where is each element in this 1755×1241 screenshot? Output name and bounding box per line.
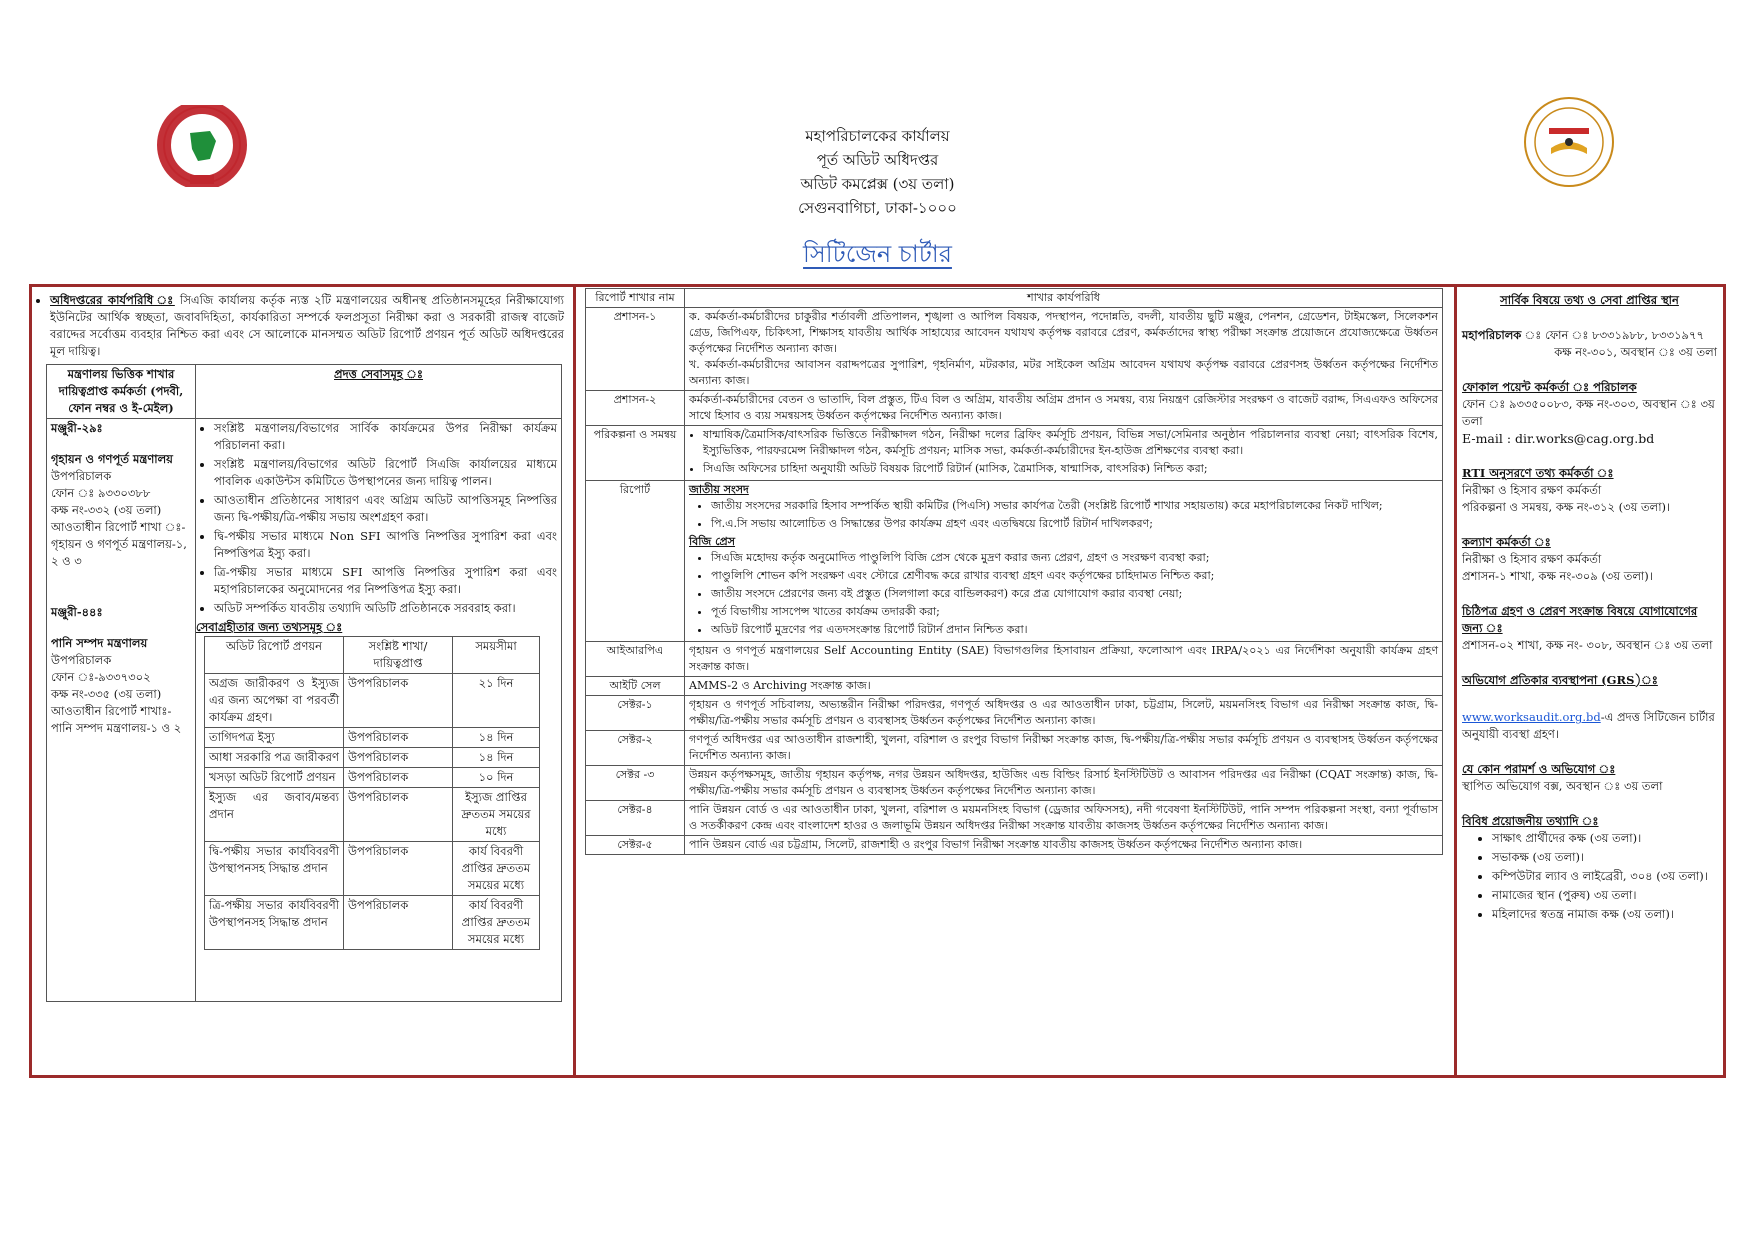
branch-scope: পানি উন্নয়ন বোর্ড ও এর আওতাধীন ঢাকা, খুলনা, বরিশাল ও ময়মনসিংহ বিভাগ (ড্রেজার অফিসসহ), নদী গবেষণা ইনস্টিটিউট, পানি সম্পদ পরিকল্পনা সংস্থা, বন্যা পূর্বাভাস ও সতর্কীকরণ কেন্দ্র এবং বাংলাদেশ হাওর ও জলাভূমি উন্নয়ন অধিদপ্তর নিরীক্ষা সংক্রান্ত যাবতীয় কাজসহ উর্ধ্বতন কর্তৃপক্ষের নির্দেশিত অন্যান্য কাজ। <box>685 801 1443 836</box>
timeline-officer: উপপরিচালক <box>344 768 453 788</box>
timeline-task: আধা সরকারি পত্র জারীকরণ <box>205 748 344 768</box>
service-item: • ত্রি-পক্ষীয় সভার মাধ্যমে SFI আপত্তি নিষ্পত্তির সুপারিশ করা এবং মহাপরিচালকের অনুমোদনের পর নিষ্পত্তিপত্র ইস্যু করা। <box>214 564 557 598</box>
timeline-officer: উপপরিচালক <box>344 748 453 768</box>
branch-scope: গৃহায়ন ও গণপূর্ত সচিবালয়, অভ্যন্তরীন নিরীক্ষা পরিদপ্তর, গণপূর্ত অধিদপ্তর ও এর আওতাধীন ঢাকা, চট্টগ্রাম, সিলেট, ময়মনসিংহ বিভাগ এর নিরীক্ষা সংক্রান্ত কাজ, দ্বি-পক্ষীয়/ত্রি-পক্ষীয় সভার কর্মসূচি প্রণয়ন ও ব্যবস্থাসহ উর্ধ্বতন কর্তৃপক্ষের নির্দেশিত অন্যান্য কাজ। <box>685 696 1443 731</box>
timeline-header: সংশ্লিষ্ট শাখা/দায়িত্বপ্রাপ্ত <box>344 637 453 674</box>
rti-officer <box>1462 465 1717 516</box>
branch-row <box>586 836 1443 855</box>
service-item: • দ্বি-পক্ষীয় সভার মাধ্যমে Non SFI আপত্তি নিষ্পত্তির সুপারিশ করা এবং নিষ্পত্তিপত্র ইস্যু করা। <box>214 528 557 562</box>
parliament-item: • জাতীয় সংসদের সরকারি হিসাব সম্পর্কিত স্থায়ী কমিটির (পিএসি) সভার কার্যপত্র তৈরী (সংশ্লিষ্ট রিপোর্ট শাখার সহায়তায়) করে মহাপরিচালকের নিকট দাখিল; <box>711 498 1438 514</box>
letters-contact <box>1462 603 1717 654</box>
ministry2-room: কক্ষ নং-৩৩৫ (৩য় তলা) <box>51 687 162 701</box>
rti-line2: পরিকল্পনা ও সমন্বয়, কক্ষ নং-৩১২ (৩য় তলা)। <box>1462 500 1671 514</box>
parliament-title: জাতীয় সংসদ <box>689 483 749 496</box>
service-item: • সংশ্লিষ্ট মন্ত্রণালয়/বিভাগের সার্বিক কার্যক্রমের উপর নিরীক্ষা কার্যক্রম পরিচালনা করা। <box>214 420 557 454</box>
cag-emblem-logo <box>1523 96 1615 188</box>
admin1-scope-a: ক. কর্মকর্তা-কর্মচারীদের চাকুরীর শর্তাবলী প্রতিপালন, শৃঙ্খলা ও আপিল বিষয়ক, পদস্থাপন, পদোন্নতি, বদলী, যাবতীয় ছুটি মঞ্জুর, পেনশন, গ্রেডেশন, টাইমস্কেল, সিলেকশন গ্রেড, জিপিএফ, চিকিৎসা, শিক্ষাসহ যাবতীয় আর্থিক সাহায্যের আবেদন যথাযথ কর্তৃপক্ষ বরাবরে প্রেরণ, কর্মকর্তাদের স্বাস্থ্য পরীক্ষা সংক্রান্ত প্রয়োজনে প্রযোজ্যক্ষেত্রে উর্ধ্বতন কর্তৃপক্ষের নির্দেশিত অন্যান্য কাজ। <box>689 310 1438 355</box>
branch-row <box>586 426 1443 481</box>
branch-row <box>586 696 1443 731</box>
welfare-line2: প্রশাসন-১ শাখা, কক্ষ নং-৩০৯ (৩য় তলা)। <box>1462 569 1653 583</box>
timeline-officer: উপপরিচালক <box>344 728 453 748</box>
timeline-deadline: ইস্যুজ প্রাপ্তির দ্রুততম সময়ের মধ্যে <box>453 788 540 842</box>
press-item: • পাণ্ডুলিপি শোভন কপি সংরক্ষণ এবং স্টোরে শ্রেণীবদ্ধ করে রাখার ব্যবস্থা গ্রহণ এবং কর্তৃপক্ষের চাহিদামত নিশ্চিত করা; <box>711 568 1438 584</box>
branch-name: রিপোর্ট <box>586 481 685 642</box>
press-item: • জাতীয় সংসদে প্রেরণের জন্য বই প্রস্তুত (সিলগালা করে বান্ডিলকরণ) করে প্রত্র যোগাযোগ করার ব্যবস্থা নেয়া; <box>711 586 1438 602</box>
branch-scope: গণপূর্ত অধিদপ্তর এর আওতাধীন রাজশাহী, খুলনা, বরিশাল ও রংপুর বিভাগ নিরীক্ষা সংক্রান্ত কাজ, দ্বি-পক্ষীয়/ত্রি-পক্ষীয় সভার কর্মসূচি প্রণয়ন ও ব্যবস্থাসহ উর্ধ্বতন কর্তৃপক্ষের নির্দেশিত অন্যান্য কাজ। <box>685 731 1443 766</box>
office-header <box>600 124 1155 220</box>
branch-name: প্রশাসন-১ <box>586 308 685 391</box>
timeline-deadline: ২১ দিন <box>453 674 540 728</box>
branch-scope-table <box>585 288 1443 855</box>
ministry2-code: মঞ্জুরী-৪৪ঃ <box>51 605 103 619</box>
branch-name: সেক্টর-১ <box>586 696 685 731</box>
advice-section <box>1462 761 1717 795</box>
ministry2-designation: উপপরিচালক <box>51 653 112 667</box>
timeline-officer: উপপরিচালক <box>344 674 453 728</box>
timeline-header: সময়সীমা <box>453 637 540 674</box>
branch-name: সেক্টর -৩ <box>586 766 685 801</box>
ministry1-code: মঞ্জুরী-২৯ঃ <box>51 421 103 435</box>
press-item: • অডিট রিপোর্ট মুদ্রণের পর এতদসংক্রান্ত রিপোর্ট রিটার্ন প্রদান নিশ্চিত করা। <box>711 622 1438 638</box>
grs-website-link[interactable]: www.worksaudit.org.bd <box>1462 710 1601 724</box>
timeline-officer: উপপরিচালক <box>344 896 453 950</box>
timeline-task: ত্রি-পক্ষীয় সভার কার্যবিবরণী উপস্থাপনসহ সিদ্ধান্ত প্রদান <box>205 896 344 950</box>
branch-scope: গৃহায়ন ও গণপূর্ত মন্ত্রণালয়ের Self Accounting Entity (SAE) বিভাগগুলির হিসাবায়ন প্রক্রিয়া, ফলোআপ এবং IRPA/২০২১ এর নির্দেশিকা অনুযায়ী কার্যক্রম গ্রহণ সংক্রান্ত কাজ। <box>685 642 1443 677</box>
misc-item: • মহিলাদের স্বতন্ত্র নামাজ কক্ষ (৩য় তলা)। <box>1492 906 1717 923</box>
misc-item: • কম্পিউটার ল্যাব ও লাইব্রেরী, ৩০৪ (৩য় তলা)। <box>1492 868 1717 885</box>
branch-scope-header: শাখার কার্যপরিধি <box>685 289 1443 308</box>
branch-scope <box>685 481 1443 642</box>
timeline-header: অডিট রিপোর্ট প্রণয়ন <box>205 637 344 674</box>
ministry1-designation: উপপরিচালক <box>51 469 112 483</box>
plan-item: • সিএজি অফিসের চাহিদা অনুযায়ী অডিট বিষয়ক রিপোর্ট রিটার্ন (মাসিক, ত্রৈমাসিক, ষান্মাসিক, বাৎসরিক) নিশ্চিত করা; <box>703 461 1438 477</box>
scope-label: অধিদপ্তরের কার্যপরিধি ঃ <box>50 293 175 307</box>
misc-item: • সাক্ষাৎ প্রার্থীদের কক্ষ (৩য় তলা)। <box>1492 830 1717 847</box>
advice-title: যে কোন পরামর্শ ও অভিযোগ ঃ <box>1462 762 1616 776</box>
branch-scope <box>685 426 1443 481</box>
branch-scope <box>685 308 1443 391</box>
branch-scope: AMMS-2 ও Archiving সংক্রান্ত কাজ। <box>685 677 1443 696</box>
timeline-task: দ্বি-পক্ষীয় সভার কার্যবিবরণী উপস্থাপনসহ সিদ্ধান্ত প্রদান <box>205 842 344 896</box>
dg-room: কক্ষ নং-৩০১, অবস্থান ঃ ৩য় তলা <box>1554 345 1717 359</box>
advice-text: স্থাপিত অভিযোগ বক্স, অবস্থান ঃ ৩য় তলা <box>1462 779 1663 793</box>
grs-title: অভিযোগ প্রতিকার ব্যবস্থাপনা (GRS)ঃ <box>1462 673 1658 687</box>
branch-scope: পানি উন্নয়ন বোর্ড এর চট্টগ্রাম, সিলেট, রাজশাহী ও রংপুর বিভাগ নিরীক্ষা সংক্রান্ত যাবতীয় কাজসহ উর্ধ্বতন কর্তৃপক্ষের নির্দেশিত অন্যান্য কাজ। <box>685 836 1443 855</box>
branch-row <box>586 731 1443 766</box>
service-item: • অডিট সম্পর্কিত যাবতীয় তথ্যাদি অডিটি প্রতিষ্ঠানকে সরবরাহ করা। <box>214 600 557 617</box>
branch-name: আইআরপিএ <box>586 642 685 677</box>
middle-panel <box>585 288 1443 855</box>
scope-paragraph <box>50 292 564 360</box>
grs-text: -এ প্রদত্ত সিটিজেন চার্টার অনুযায়ী ব্যবস্থা গ্রহণ। <box>1462 710 1715 741</box>
press-item: • পূর্ত বিভাগীয় সাসপেন্স খাতের কার্যক্রম তদারকী করা; <box>711 604 1438 620</box>
branch-name: সেক্টর-৫ <box>586 836 685 855</box>
focal-title: ফোকাল পয়েন্ট কর্মকর্তা ঃ পরিচালক <box>1462 380 1637 394</box>
timeline-deadline: ১৪ দিন <box>453 748 540 768</box>
column-separator-left <box>573 284 576 1078</box>
services-table <box>46 364 562 1002</box>
focal-phone: ফোন ঃ ৯৩৩৫০০৮৩, কক্ষ নং-৩০৩, অবস্থান ঃ ৩য় তলা <box>1462 397 1715 428</box>
welfare-title: কল্যাণ কর্মকর্তা ঃ <box>1462 535 1551 549</box>
header-line-complex: অডিট কমপ্লেক্স (৩য় তলা) <box>800 175 955 193</box>
misc-section <box>1462 813 1717 923</box>
branch-row <box>586 308 1443 391</box>
rti-line1: নিরীক্ষা ও হিসাব রক্ষণ কর্মকর্তা <box>1462 483 1602 497</box>
branch-name: আইটি সেল <box>586 677 685 696</box>
timeline-deadline: ১৪ দিন <box>453 728 540 748</box>
service-item: • সংশ্লিষ্ট মন্ত্রণালয়/বিভাগের অডিট রিপোর্ট সিএজি কার্যালয়ের মাধ্যমে পাবলিক একাউন্টস কমিটিতে উপস্থাপনের জন্য দায়িত্ব পালন। <box>214 456 557 490</box>
timeline-task: ইস্যুজ এর জবাব/মন্তব্য প্রদান <box>205 788 344 842</box>
government-seal-logo <box>150 105 255 187</box>
timeline-officer: উপপরিচালক <box>344 842 453 896</box>
press-item: • সিএজি মহোদয় কর্তৃক অনুমোদিত পাণ্ডুলিপি বিজি প্রেস থেকে মুদ্রণ করার জন্য প্রেরণ, গ্রহণ ও সংরক্ষণ ব্যবস্থা করা; <box>711 550 1438 566</box>
service-item: • আওতাধীন প্রতিষ্ঠানের সাধারণ এবং অগ্রিম অডিট আপত্তিসমূহ নিষ্পত্তির জন্য দ্বি-পক্ষীয়/ত্রি-পক্ষীয় সভায় অংশগ্রহণ করা। <box>214 492 557 526</box>
grs-section <box>1462 672 1717 743</box>
branch-row <box>586 391 1443 426</box>
branch-name: পরিকল্পনা ও সমন্বয় <box>586 426 685 481</box>
branch-name: প্রশাসন-২ <box>586 391 685 426</box>
ministry1-phone: ফোন ঃ ৯৩৩০৩৮৮ <box>51 486 151 500</box>
welfare-officer <box>1462 534 1717 585</box>
timeline-deadline: কার্য বিবরণী প্রাপ্তির দ্রুততম সময়ের মধ্যে <box>453 896 540 950</box>
admin1-scope-b: খ. কর্মকর্তা-কর্মচারীদের আবাসন বরাদ্দপত্রের সুপারিশ, গৃহনির্মাণ, মটরকার, মটর সাইকেল অগ্রিম আবেদন যথাযথ কর্তৃপক্ষ বরাবরে প্রেরণসহ উর্ধ্বতন কর্তৃপক্ষের নির্দেশিত অন্যান্য কাজ। <box>689 358 1438 387</box>
welfare-line1: নিরীক্ষা ও হিসাব রক্ষণ কর্মকর্তা <box>1462 552 1602 566</box>
timeline-task: খসড়া অডিট রিপোর্ট প্রণয়ন <box>205 768 344 788</box>
branch-row <box>586 677 1443 696</box>
services-column-header: প্রদত্ত সেবাসমূহ ঃ <box>196 365 562 419</box>
dg-contact <box>1462 327 1717 361</box>
branch-scope: উন্নয়ন কর্তৃপক্ষসমূহ, জাতীয় গৃহায়ন কর্তৃপক্ষ, নগর উন্নয়ন অধিদপ্তর, হাউজিং এন্ড বিল্ডিং রিসার্চ ইনস্টিটিউট ও আবাসন পরিদপ্তর এর নিরীক্ষা (CQAT সংক্রান্ত) কাজ, দ্বি-পক্ষীয়/ত্রি-পক্ষীয় সভার কর্মসূচি প্রণয়ন ও ব্যবস্থাসহ উর্ধ্বতন কর্তৃপক্ষের নির্দেশিত অন্যান্য কাজ। <box>685 766 1443 801</box>
letters-title: চিঠিপত্র গ্রহণ ও প্রেরণ সংক্রান্ত বিষয়ে যোগাযোগের জন্য ঃ <box>1462 604 1698 635</box>
header-line-office: মহাপরিচালকের কার্যালয় <box>805 127 950 145</box>
plan-item: • ষান্মাষিক/ত্রৈমাসিক/বাৎসরিক ভিত্তিতে নিরীক্ষাদল গঠন, নিরীক্ষা দলের ব্রিফিং কর্মসূচি প্রণয়ন, বিভিন্ন সভা/সেমিনার অনুষ্ঠান পরিচালনার ব্যবস্থা নেয়া; বাৎসরিক বিশেষ, ইস্যুভিত্তিক, পারফরমেন্স নিরীক্ষাদল গঠন, কর্মসূচি প্রণয়ন; মাসিক সভা, কর্মকর্তা-কর্মচারীদের ইন-হাউজ প্রশিক্ষণের ব্যবস্থা করা। <box>703 427 1438 459</box>
header-line-address: সেগুনবাগিচা, ঢাকা-১০০০ <box>798 199 957 217</box>
timeline-row <box>205 896 540 950</box>
info-place-title: সার্বিক বিষয়ে তথ্য ও সেবা প্রাপ্তির স্থান <box>1500 293 1679 307</box>
focal-point <box>1462 379 1717 447</box>
ministry1-name: গৃহায়ন ও গণপূর্ত মন্ত্রণালয় <box>51 452 173 466</box>
ministry1-branch: আওতাধীন রিপোর্ট শাখা ঃ- গৃহায়ন ও গণপূর্ত মন্ত্রণালয়-১, ২ ও ৩ <box>51 520 187 568</box>
ministry1-room: কক্ষ নং-৩৩২ (৩য় তলা) <box>51 503 162 517</box>
timeline-row <box>205 788 540 842</box>
timeline-table <box>204 636 540 950</box>
timeline-row <box>205 842 540 896</box>
header-line-department: পূর্ত অডিট অধিদপ্তর <box>816 151 939 169</box>
rti-title: RTI অনুসরণে তথ্য কর্মকর্তা ঃ <box>1462 466 1614 480</box>
dg-phone: ঃ ফোন ঃ ৮৩৩১৯৮৮, ৮৩৩১৯৭৭ <box>1541 328 1704 342</box>
branch-name: সেক্টর-২ <box>586 731 685 766</box>
timeline-row <box>205 728 540 748</box>
letters-line: প্রশাসন-০২ শাখা, কক্ষ নং- ৩০৮, অবস্থান ঃ ৩য় তলা <box>1462 638 1713 652</box>
misc-title: বিবিধ প্রয়োজনীয় তথ্যাদি ঃ <box>1462 814 1599 828</box>
ministry2-name: পানি সম্পদ মন্ত্রণালয় <box>51 636 148 650</box>
officer-cell <box>47 419 196 1002</box>
focal-email: E-mail : dir.works@cag.org.bd <box>1462 431 1655 446</box>
right-panel <box>1462 288 1717 935</box>
branch-name-header: রিপোর্ট শাখার নাম <box>586 289 685 308</box>
branch-row <box>586 766 1443 801</box>
parliament-item: • পি.এ.সি সভায় আলোচিত ও সিদ্ধান্তের উপর কার্যক্রম গ্রহণ এবং এতদ্বিষয়ে রিপোর্ট রিটার্ন দাখিলকরণ; <box>711 516 1438 532</box>
branch-row <box>586 481 1443 642</box>
timeline-row <box>205 748 540 768</box>
ministry2-branch: আওতাধীন রিপোর্ট শাখাঃ- পানি সম্পদ মন্ত্রণালয়-১ ও ২ <box>51 704 182 735</box>
branch-scope: কর্মকর্তা-কর্মচারীদের বেতন ও ভাতাদি, বিল প্রস্তুত, টিএ বিল ও অগ্রিম, যাবতীয় অগ্রিম প্রদান ও সমন্বয়, ব্যয় নিয়ন্ত্রণ রেজিস্টার সংরক্ষণ ও বাজেট বরাদ্দ, সিএএফও অফিসের সাথে হিসাব ও ব্যয় সমন্বয়সহ উর্ধ্বতন কর্তৃপক্ষের নির্দেশিত অন্যান্য কাজ। <box>685 391 1443 426</box>
info-title: সেবাগ্রহীতার জন্য তথ্যসমূহ ঃ <box>196 620 343 634</box>
scope-text: সিএজি কার্যালয় কর্তৃক ন্যস্ত ২টি মন্ত্রণালয়ের অধীনস্থ প্রতিষ্ঠানসমূহের নিরীক্ষাযোগ্য ইউনিটের আর্থিক স্বচ্ছতা, জবাবদিহিতা, কার্যকারিতা সম্পর্কে ফলপ্রসূতা নিরীক্ষা করা ও সরকারী রাজস্ব বাজেট বরাদ্দের সর্বোত্তম ব্যবহার নিশ্চিত করা এবং সে আলোকে মানসম্মত অডিট রিপোর্ট প্রণয়ন পূর্ত অডিট অধিদপ্তরের মূল দায়িত্ব। <box>50 293 565 358</box>
page-title: সিটিজেন চার্টার <box>803 240 952 268</box>
misc-item: • সভাকক্ষ (৩য় তলা)। <box>1492 849 1717 866</box>
branch-row <box>586 801 1443 836</box>
timeline-task: তাগিদপত্র ইস্যু <box>205 728 344 748</box>
timeline-deadline: কার্য বিবরণী প্রাপ্তির দ্রুততম সময়ের মধ্যে <box>453 842 540 896</box>
press-title: বিজি প্রেস <box>689 535 736 548</box>
timeline-officer: উপপরিচালক <box>344 788 453 842</box>
branch-row <box>586 642 1443 677</box>
dg-label: মহাপরিচালক <box>1462 328 1522 342</box>
timeline-row <box>205 768 540 788</box>
timeline-deadline: ১০ দিন <box>453 768 540 788</box>
services-cell <box>196 419 562 1002</box>
left-panel <box>38 292 564 1002</box>
column-separator-right <box>1454 284 1457 1078</box>
ministry2-phone: ফোন ঃ-৯৩৩৭৩০২ <box>51 670 151 684</box>
officer-column-header: মন্ত্রণালয় ভিত্তিক শাখার দায়িত্বপ্রাপ্ত কর্মকর্তা (পদবী, ফোন নম্বর ও ই-মেইল) <box>47 365 196 419</box>
timeline-task: অগ্রজ জারীকরণ ও ইস্যুজ এর জন্য অপেক্ষা বা পরবর্তী কার্যক্রম গ্রহণ। <box>205 674 344 728</box>
misc-item: • নামাজের স্থান (পুরুষ) ৩য় তলা। <box>1492 887 1717 904</box>
branch-name: সেক্টর-৪ <box>586 801 685 836</box>
timeline-row <box>205 674 540 728</box>
